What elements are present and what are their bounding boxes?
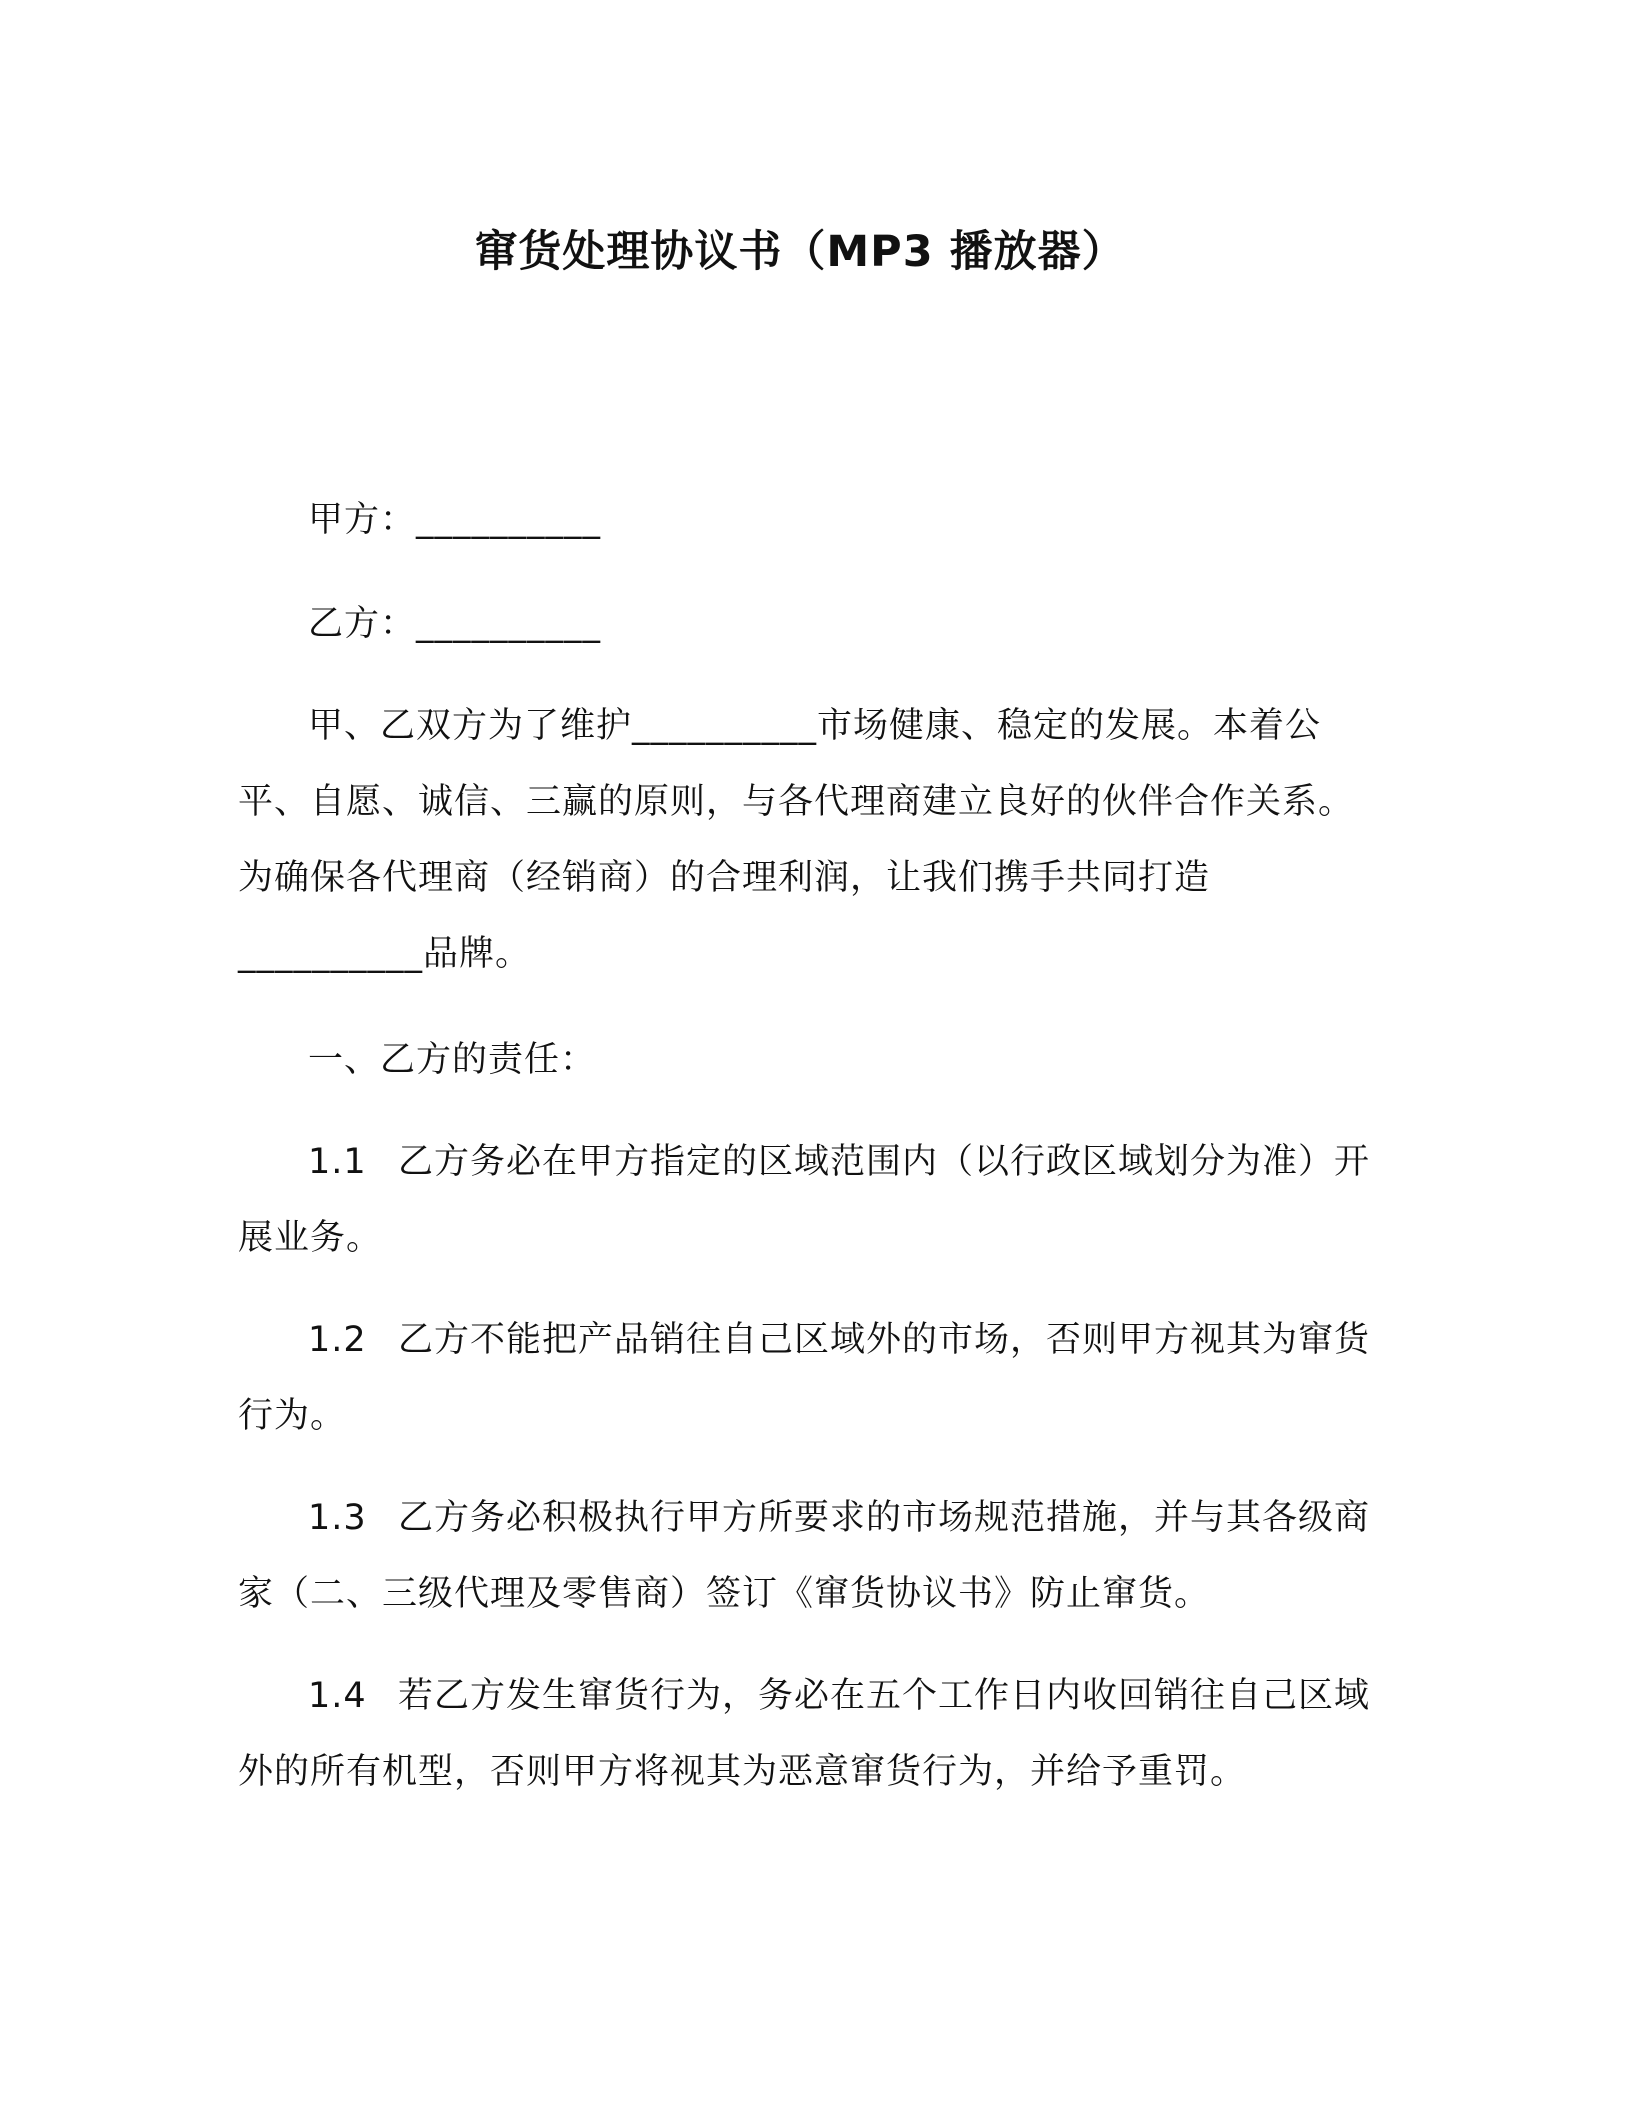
clause-text: 乙方务必在甲方指定的区域范围内（以行政区域划分为准）开展业务。: [238, 1142, 1371, 1258]
clause-number: 1.4: [308, 1676, 367, 1716]
clause-1-4: [238, 1658, 1378, 1810]
intro-paragraph: 甲、乙双方为了维护__________市场健康、稳定的发展。本着公平、自愿、诚信、三赢的原则，与各代理商建立良好的伙伴合作关系。为确保各代理商（经销商）的合理利润，让我们携手共同打造__________品牌。: [238, 706, 1355, 974]
clause-number: 1.1: [308, 1142, 367, 1182]
clause-text: 乙方不能把产品销往自己区域外的市场，否则甲方视其为窜货行为。: [238, 1320, 1371, 1436]
document-body: [238, 482, 1378, 1810]
document-title: 窜货处理协议书（MP3 播放器）: [474, 227, 1126, 277]
clause-1-3: [238, 1480, 1378, 1632]
clause-1-2: [238, 1302, 1378, 1454]
clause-text: 若乙方发生窜货行为，务必在五个工作日内收回销往自己区域外的所有机型，否则甲方将视其为恶意窜货行为，并给予重罚。: [238, 1676, 1371, 1792]
clause-number: 1.3: [308, 1498, 367, 1538]
party-b-line: 乙方：__________: [308, 604, 602, 644]
clause-number: 1.2: [308, 1320, 367, 1360]
section-heading: 一、乙方的责任：: [308, 1040, 597, 1080]
clause-1-1: [238, 1124, 1378, 1276]
clause-text: 乙方务必积极执行甲方所要求的市场规范措施，并与其各级商家（二、三级代理及零售商）签订《窜货协议书》防止窜货。: [238, 1498, 1371, 1614]
party-a-line: 甲方：__________: [308, 500, 602, 540]
